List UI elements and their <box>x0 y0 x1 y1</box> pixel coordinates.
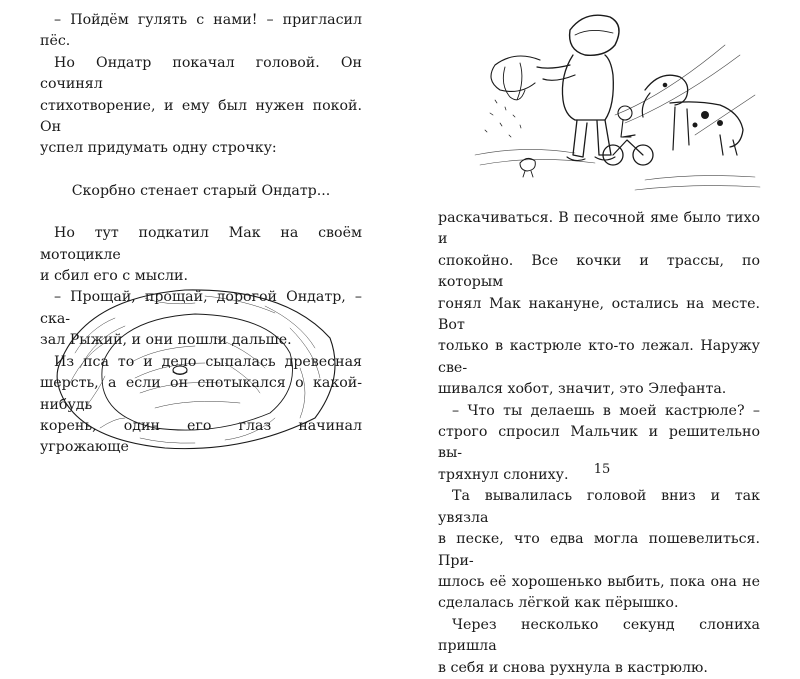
text-line: шлось её хорошенько выбить, пока она не <box>438 573 760 590</box>
text-line: только в кастрюле кто-то лежал. Наружу све- <box>438 338 760 376</box>
page-number: 15 <box>593 462 611 477</box>
text-line: Из пса то и дело сыпалась древесная <box>54 353 362 370</box>
right-page-text <box>438 208 760 679</box>
text-line: зал Рыжий, и они пошли дальше. <box>40 332 292 349</box>
text-line: в себя и снова рухнула в кастрюлю. <box>438 659 708 676</box>
text-line: шивался хобот, значит, это Элефанта. <box>438 381 727 398</box>
text-line: Но тут подкатил Мак на своём мотоцикле <box>40 225 362 263</box>
text-line: гонял Мак накануне, остались на месте. Вот <box>438 295 760 334</box>
text-line: – Прощай, прощай, дорогой Ондатр, – ска- <box>40 289 362 327</box>
text-line: в песке, что едва могла пошевелиться. При- <box>438 531 760 569</box>
text-line: сделалась лёгкой как пёрышко. <box>438 595 679 612</box>
text-line: спокойно. Все кочки и трассы, по которым <box>438 252 760 291</box>
text-line: Через несколько секунд слониха пришла <box>438 616 760 655</box>
sand-pit-illustration <box>45 268 345 458</box>
boy-with-dog-illustration <box>465 5 765 195</box>
text-line: стихотворение, и ему был нужен покой. Он <box>40 97 362 136</box>
poem-line: Скорбно стенает старый Ондатр... <box>71 182 331 199</box>
text-line: тряхнул слониху. <box>438 466 569 483</box>
text-line: успел придумать одну строчку: <box>40 140 277 157</box>
text-line: Но Ондатр покачал головой. Он сочинял <box>40 54 362 93</box>
text-line: – Что ты делаешь в моей кастрюле? – <box>452 402 760 419</box>
text-line: Та вывалилась головой вниз и так увязла <box>438 488 760 526</box>
text-line: шерсть, а если он спотыкался о какой-нибудь <box>40 375 362 413</box>
text-line: – Пойдём гулять с нами! – пригласил пёс. <box>40 12 362 50</box>
text-line: и сбил его с мысли. <box>40 268 189 285</box>
text-line: раскачиваться. В песочной яме было тихо и <box>438 210 760 248</box>
text-line: строго спросил Мальчик и решительно вы- <box>438 424 760 462</box>
text-line: корень, один его глаз начинал угрожающе <box>40 417 362 456</box>
